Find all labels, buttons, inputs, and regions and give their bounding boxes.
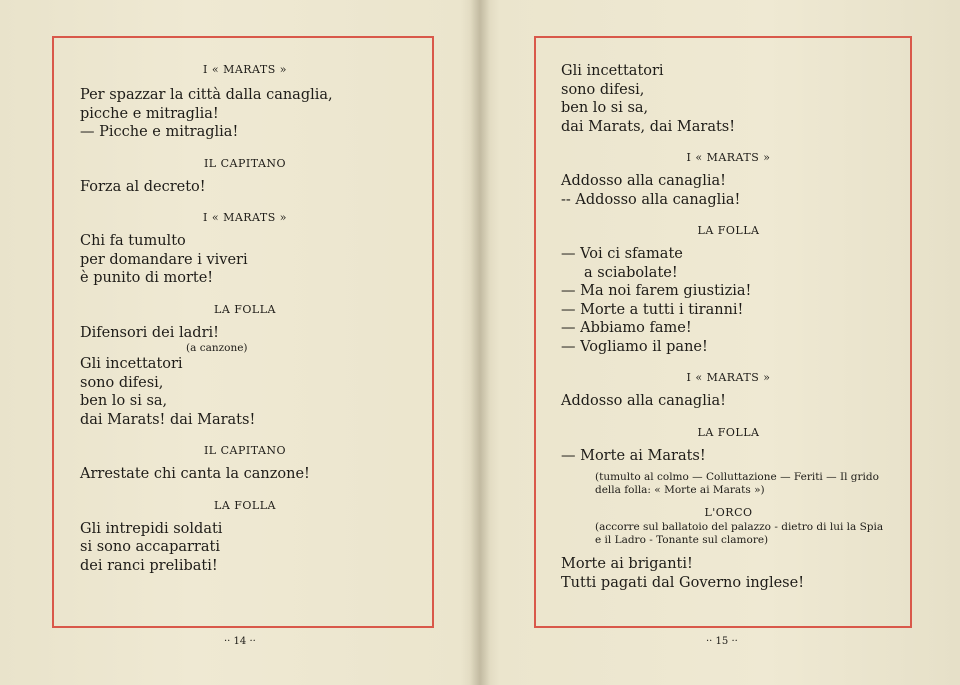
verse-line: Addosso alla canaglia! — [561, 173, 726, 189]
verse-line: dei ranci prelibati! — [80, 557, 218, 574]
speaker-heading: I « MARATS » — [686, 371, 771, 384]
verse-line: dai Marats! dai Marats! — [80, 411, 256, 428]
speaker-heading: IL CAPITANO — [203, 444, 287, 457]
speaker-heading: LA FOLLA — [214, 302, 276, 316]
speaker-heading: I « MARATS » — [203, 63, 287, 76]
verse-line: Gli intrepidi soldati — [80, 520, 223, 537]
verse-line: — Vogliamo il pane! — [561, 338, 708, 355]
verse-line: ben lo si sa, — [561, 100, 649, 116]
verse-line: — Abbiamo fame! — [561, 320, 692, 336]
left-page-text — [80, 62, 410, 575]
speaker-heading: IL CAPITANO — [203, 156, 287, 170]
right-page-text — [561, 62, 896, 592]
page-number-left: ·· 14 ·· — [224, 636, 256, 647]
verse-line: Chi fa tumulto — [80, 233, 186, 249]
verse-line: Per spazzar la città dalla canaglia, — [80, 87, 333, 103]
speaker-heading: I « MARATS » — [203, 211, 287, 224]
verse-line: — Voi ci sfamate — [561, 246, 683, 262]
verse-line: — Ma noi farem giustizia! — [561, 283, 752, 299]
verse-line: Arrestate chi canta la canzone! — [80, 466, 310, 482]
verse-line: Forza al decreto! — [80, 178, 206, 195]
verse-line: picche e mitraglia! — [80, 105, 219, 122]
verse-line: a sciabolate! — [561, 264, 678, 281]
verse-line: dai Marats, dai Marats! — [561, 118, 736, 135]
verse-line: Gli incettatori — [80, 356, 183, 372]
speaker-heading: LA FOLLA — [697, 224, 760, 237]
speaker-heading: LA FOLLA — [697, 425, 760, 439]
book-gutter — [470, 0, 490, 685]
verse-line: sono difesi, — [561, 81, 645, 98]
verse-line: — Morte a tutti i tiranni! — [561, 301, 744, 318]
speaker-heading: L'ORCO — [704, 506, 753, 519]
speaker-heading: LA FOLLA — [214, 498, 276, 512]
verse-line: Tutti pagati dal Governo inglese! — [561, 574, 805, 591]
verse-line: Difensori dei ladri! — [80, 324, 219, 341]
verse-line: per domandare i viveri — [80, 251, 248, 268]
verse-line: sono difesi, — [80, 374, 164, 391]
speaker-heading: I « MARATS » — [686, 151, 771, 164]
verse-line: ben lo si sa, — [80, 393, 168, 409]
verse-line: — Picche e mitraglia! — [80, 124, 239, 140]
stage-direction: (a canzone) — [186, 342, 248, 354]
stage-direction: (tumulto al colmo — Colluttazione — Feriti — Il grido della folla: « Morte ai Marats ») — [595, 471, 879, 496]
stage-direction: (accorre sul ballatoio del palazzo - dietro di lui la Spia e il Ladro - Tonante sul clamore) — [595, 521, 884, 546]
verse-line: è punito di morte! — [80, 270, 214, 286]
verse-line: — Morte ai Marats! — [561, 447, 706, 464]
verse-line: Addosso alla canaglia! — [561, 393, 726, 409]
page-number-right: ·· 15 ·· — [706, 636, 738, 647]
verse-line: -- Addosso alla canaglia! — [561, 191, 741, 208]
verse-line: Morte ai briganti! — [561, 556, 693, 572]
verse-line: si sono accaparrati — [80, 539, 220, 555]
verse-line: Gli incettatori — [561, 63, 664, 79]
